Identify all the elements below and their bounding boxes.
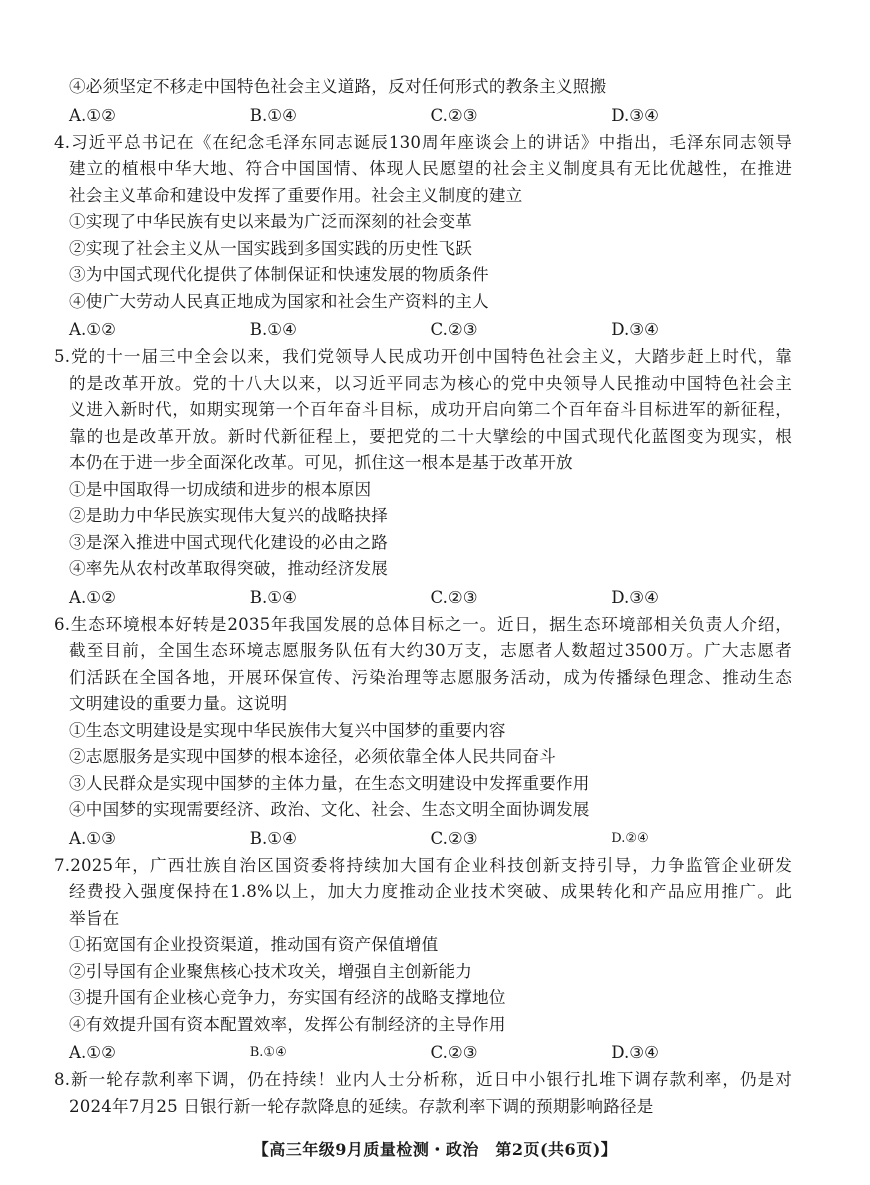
q5-item-4: ④率先从农村改革取得突破，推动经济发展 [69, 559, 389, 578]
q4-stem-line: 建立的植根中华大地、符合中国国情、体现人民愿望的社会主义制度具有无比优越性，在推进 [69, 159, 792, 178]
question-4 [54, 130, 792, 345]
q4-options [54, 315, 792, 344]
q4-item-4: ④使广大劳动人民真正地成为国家和社会生产资料的主人 [69, 291, 489, 311]
q8-stem-line: 2024年7月25 日银行新一轮存款降息的延续。存款利率下调的预期影响路径是 [69, 1096, 654, 1116]
q6-item-1: ①生态文明建设是实现中华民族伟大复兴中国梦的重要内容 [69, 720, 506, 740]
q5-options [54, 583, 792, 612]
q5-stem [54, 344, 792, 477]
question-5 [54, 344, 792, 612]
q6-item-2: ②志愿服务是实现中国梦的根本途径，必须依靠全体人民共同奋斗 [69, 747, 557, 766]
option-b[interactable]: B.①④ [249, 320, 297, 339]
q5-stem-line: 义进入新时代，如期实现第一个百年奋斗目标，成功开启向第二个百年奋斗目标进军的新征程， [69, 400, 792, 419]
option-b[interactable]: B.①④ [249, 1045, 287, 1060]
option-b[interactable]: B.①④ [249, 828, 297, 848]
q3-item-4: ④必须坚定不移走中国特色社会主义道路，反对任何形式的教条主义照搬 [69, 77, 607, 96]
q6-stem-line: 6.生态环境根本好转是2035年我国发展的总体目标之一。近日，据生态环境部相关负责人介绍， [54, 614, 792, 634]
page-footer: 【高三年级9月质量检测・政治 第2页(共6页)】 [252, 1140, 618, 1159]
option-a[interactable]: A.①② [69, 320, 117, 339]
q7-stem-line: 举旨在 [69, 908, 120, 928]
q6-stem-line: 们活跃在全国各地，开展环保宣传、污染治理等志愿服务活动，成为传播绿色理念、推动生态 [69, 667, 792, 687]
q4-stem-line: 社会主义革命和建设中发挥了重要作用。社会主义制度的建立 [69, 185, 523, 205]
option-d[interactable]: D.③④ [611, 587, 659, 607]
q4-stem [54, 130, 792, 210]
q6-options [54, 824, 792, 853]
q4-item-2: ②实现了社会主义从一国实践到多国实践的历史性飞跃 [69, 238, 473, 258]
option-b[interactable]: B.①④ [249, 587, 297, 607]
q8-stem-line: 8.新一轮存款利率下调，仍在持续！业内人士分析称，近日中小银行扎堆下调存款利率，仍是对 [54, 1070, 792, 1089]
q7-stem-line: 经费投入强度保持在1.8%以上，加大力度推动企业技术突破、成果转化和产品应用推广。此 [69, 882, 792, 901]
option-d[interactable]: D.③④ [611, 105, 659, 125]
q7-item-1: ①拓宽国有企业投资渠道，推动国有资产保值增值 [69, 935, 439, 954]
q4-item-3: ③为中国式现代化提供了体制保证和快速发展的物质条件 [69, 265, 489, 284]
q4-item-1: ①实现了中华民族有史以来最为广泛而深刻的社会变革 [69, 212, 473, 231]
q6-item-4: ④中国梦的实现需要经济、政治、文化、社会、生态文明全面协调发展 [69, 800, 590, 819]
option-a[interactable]: A.①② [69, 105, 117, 125]
q8-stem [54, 1067, 792, 1120]
q6-stem [54, 612, 792, 718]
q5-item-3: ③是深入推进中国式现代化建设的必由之路 [69, 532, 389, 552]
q4-stem-line: 4.习近平总书记在《在纪念毛泽东同志诞辰130周年座谈会上的讲话》中指出，毛泽东同志领导 [54, 132, 792, 152]
q6-item-3: ③人民群众是实现中国梦的主体力量，在生态文明建设中发挥重要作用 [69, 773, 590, 793]
q7-item-3: ③提升国有企业核心竞争力，夯实国有经济的战略支撑地位 [69, 988, 506, 1007]
option-a[interactable]: A.①② [69, 587, 117, 607]
option-c[interactable]: C.②③ [430, 320, 478, 339]
q7-stem [54, 853, 792, 933]
option-a[interactable]: A.①③ [69, 828, 117, 848]
option-c[interactable]: C.②③ [430, 828, 478, 848]
question-6 [54, 612, 792, 853]
q7-stem-line: 7.2025年，广西壮族自治区国资委将持续加大国有企业科技创新支持引导，力争监管企业研发 [54, 855, 792, 875]
question-7 [54, 853, 792, 1068]
q5-item-1: ①是中国取得一切成绩和进步的根本原因 [69, 479, 372, 499]
question-8 [54, 1067, 792, 1120]
q5-stem-line: 5.党的十一届三中全会以来，我们党领导人民成功开创中国特色社会主义，大踏步赶上时代，靠 [54, 347, 792, 366]
q5-stem-line: 靠的也是改革开放。新时代新征程上，要把党的二十大擘绘的中国式现代化蓝图变为现实，根 [69, 426, 792, 446]
option-c[interactable]: C.②③ [430, 1043, 478, 1062]
q5-stem-line: 的是改革开放。党的十八大以来，以习近平同志为核心的党中央领导人民推动中国特色社会主 [69, 373, 792, 393]
q7-options [54, 1038, 792, 1067]
option-d[interactable]: D.②④ [611, 830, 649, 846]
option-a[interactable]: A.①② [69, 1043, 117, 1062]
q5-stem-line: 本仍在于进一步全面深化改革。可见，抓住这一根本是基于改革开放 [69, 453, 573, 472]
q3-options [54, 101, 792, 130]
option-d[interactable]: D.③④ [611, 320, 659, 339]
option-d[interactable]: D.③④ [611, 1043, 659, 1062]
option-b[interactable]: B.①④ [249, 105, 297, 125]
q7-item-4: ④有效提升国有资本配置效率，发挥公有制经济的主导作用 [69, 1014, 506, 1034]
q7-item-2: ②引导国有企业聚焦核心技术攻关，增强自主创新能力 [69, 961, 473, 981]
q6-stem-line: 文明建设的重要力量。这说明 [69, 694, 288, 713]
q5-item-2: ②是助力中华民族实现伟大复兴的战略抉择 [69, 506, 389, 525]
q6-stem-line: 截至目前，全国生态环境志愿服务队伍有大约30万支，志愿者人数超过3500万。广大志愿者 [69, 641, 792, 660]
option-c[interactable]: C.②③ [430, 587, 478, 607]
question-3-tail [54, 74, 792, 130]
option-c[interactable]: C.②③ [430, 105, 478, 125]
